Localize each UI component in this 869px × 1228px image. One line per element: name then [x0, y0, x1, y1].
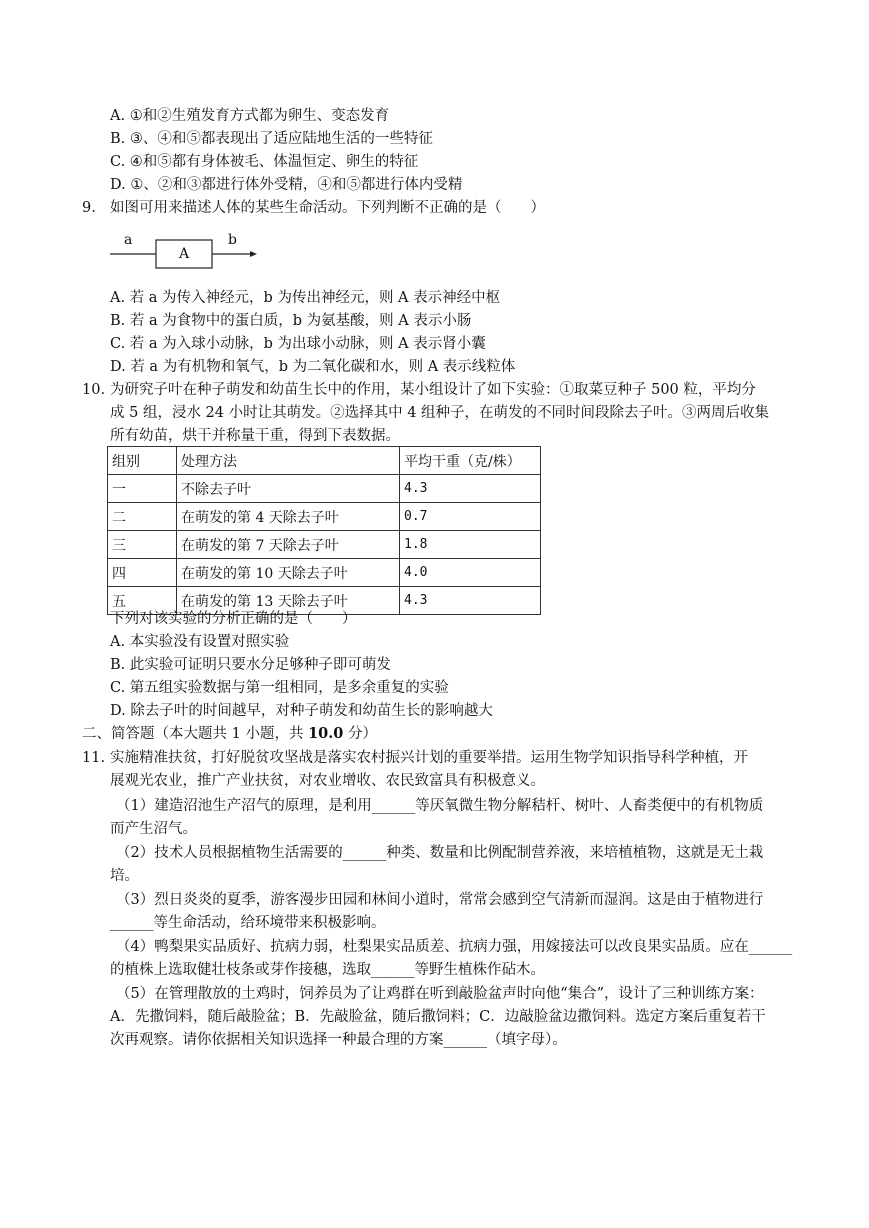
- cell-group: 一: [108, 475, 177, 503]
- cell-treatment: 不除去子叶: [177, 475, 400, 503]
- q10-stem-line1: 为研究子叶在种子萌发和幼苗生长中的作用，某小组设计了如下实验：①取菜豆种子 500 粒，平均分: [110, 382, 756, 398]
- q10-option-a: A. 本实验没有设置对照实验: [110, 634, 290, 650]
- q11-part3-line1: （3）烈日炎炎的夏季，游客漫步田园和林间小道时，常常会感到空气清新而湿润。这是由于植物进行: [116, 892, 764, 908]
- q8-option-a: A. ①和②生殖发育方式都为卵生、变态发育: [110, 108, 390, 124]
- q11-line: 展观光农业，推广产业扶贫，对农业增收、农民致富具有积极意义。: [110, 773, 545, 789]
- cell-weight: 4.3: [400, 587, 541, 615]
- q8-option-b: B. ③、④和⑤都表现出了适应陆地生活的一些特征: [110, 131, 433, 147]
- q11-part1-line1: （1）建造沼池生产沼气的原理，是利用______等厌氧微生物分解秸杆、树叶、人畜类便中的有机物质: [116, 798, 764, 814]
- q9-option-c: C. 若 a 为入球小动脉，b 为出球小动脉，则 A 表示肾小囊: [110, 336, 486, 352]
- q9-stem: 如图可用来描述人体的某些生命活动。下列判断不正确的是（ ）: [110, 200, 545, 216]
- cell-group: 三: [108, 531, 177, 559]
- q11-part4-line1: （4）鸭梨果实品质好、抗病力弱，杜梨果实品质差、抗病力强，用嫁接法可以改良果实品质。应在______: [116, 939, 793, 955]
- cell-weight: 0.7: [400, 503, 541, 531]
- table-row: [108, 475, 541, 503]
- section-title-end: 分）: [343, 726, 377, 742]
- cell-group: 四: [108, 559, 177, 587]
- cell-treatment: 在萌发的第 4 天除去子叶: [177, 503, 400, 531]
- table-row: [108, 531, 541, 559]
- section-title: 二、简答题（本大题共 1 小题，共: [82, 726, 309, 742]
- q9-option-a: A. 若 a 为传入神经元，b 为传出神经元，则 A 表示神经中枢: [110, 290, 501, 306]
- q10-stem-line2: 成 5 组，浸水 24 小时让其萌发。②选择其中 4 组种子，在萌发的不同时间段除去子叶。③两周后收集: [110, 405, 770, 421]
- table-header-row: [108, 447, 541, 475]
- q11-part4-line2: 的植株上选取健壮枝条或芽作接穗，选取______等野生植株作砧木。: [110, 962, 545, 978]
- section-heading: [82, 724, 377, 744]
- q8-option-c: C. ④和⑤都有身体被毛、体温恒定、卵生的特征: [110, 154, 419, 170]
- q11-part3-line2: ______等生命活动，给环境带来积极影响。: [110, 915, 386, 931]
- q10-option-d: D. 除去子叶的时间越早，对种子萌发和幼苗生长的影响越大: [110, 703, 493, 719]
- q10-question: 下列对该实验的分析正确的是（ ）: [110, 611, 357, 627]
- table-row: [108, 503, 541, 531]
- cell-treatment: 在萌发的第 13 天除去子叶: [177, 587, 400, 615]
- cell-weight: 4.0: [400, 559, 541, 587]
- q10-data-table: [107, 446, 541, 615]
- q11-part1-line2: 而产生沼气。: [110, 821, 197, 837]
- q11-part5-line2: A．先撒饲料，随后敲脸盆；B．先敲脸盆，随后撒饲料；C．边敲脸盆边撒饲料。选定方案后重复若干: [110, 1009, 766, 1025]
- header-dry-weight: 平均干重（克/株）: [400, 447, 541, 475]
- cell-treatment: 在萌发的第 10 天除去子叶: [177, 559, 400, 587]
- output-arrowhead: [250, 251, 257, 257]
- section-score: 10.0: [308, 725, 344, 742]
- diagram-label-a: a: [124, 232, 133, 248]
- diagram-box-label: A: [179, 246, 190, 262]
- q9-option-d: D. 若 a 为有机物和氧气，b 为二氧化碳和水，则 A 表示线粒体: [110, 359, 516, 375]
- cell-group: 五: [108, 587, 177, 615]
- q9-number: 9.: [82, 200, 96, 216]
- cell-weight: 1.8: [400, 531, 541, 559]
- q11-part5-line3: 次再观察。请你依据相关知识选择一种最合理的方案______（填字母）。: [110, 1032, 567, 1048]
- cell-group: 二: [108, 503, 177, 531]
- q11-part5-line1: （5）在管理散放的土鸡时，饲养员为了让鸡群在听到敲脸盆声时向他“集合”，设计了三种训练方案：: [116, 986, 764, 1002]
- q11-number: 11.: [82, 750, 106, 766]
- q10-option-b: B. 此实验可证明只要水分足够种子即可萌发: [110, 657, 391, 673]
- q9-option-b: B. 若 a 为食物中的蛋白质，b 为氨基酸，则 A 表示小肠: [110, 313, 472, 329]
- table-row: [108, 559, 541, 587]
- header-group: 组别: [108, 447, 177, 475]
- q9-diagram: [108, 232, 258, 278]
- cell-weight: 4.3: [400, 475, 541, 503]
- q11-part2-line1: （2）技术人员根据植物生活需要的______种类、数量和比例配制营养液，来培植植物，这就是无土栽: [116, 845, 764, 861]
- cell-treatment: 在萌发的第 7 天除去子叶: [177, 531, 400, 559]
- q10-number: 10.: [82, 382, 106, 398]
- q10-stem-line3: 所有幼苗，烘干并称量干重，得到下表数据。: [110, 428, 400, 444]
- q11-line: 实施精准扶贫，打好脱贫攻坚战是落实农村振兴计划的重要举措。运用生物学知识指导科学种植，开: [110, 750, 748, 766]
- header-treatment: 处理方法: [177, 447, 400, 475]
- q8-option-d: D. ①、②和③都进行体外受精，④和⑤都进行体内受精: [110, 177, 463, 193]
- q10-option-c: C. 第五组实验数据与第一组相同，是多余重复的实验: [110, 680, 449, 696]
- q11-part2-line2: 培。: [110, 868, 139, 884]
- diagram-label-b: b: [228, 232, 237, 248]
